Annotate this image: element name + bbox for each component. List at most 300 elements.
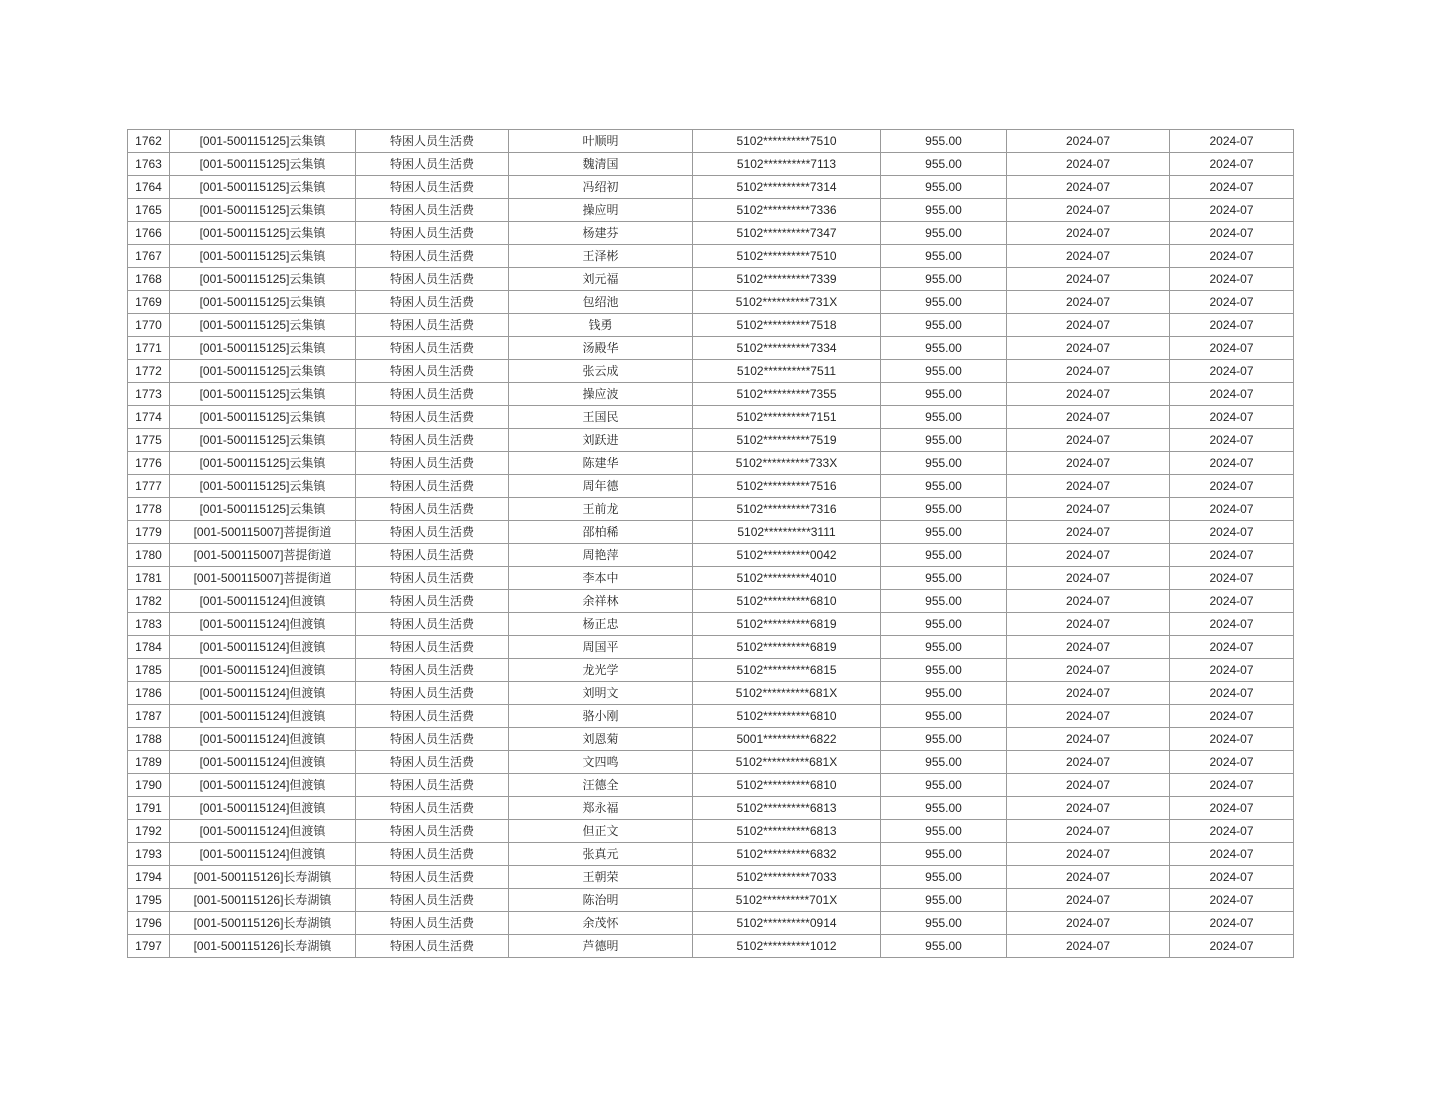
cell-amount: 955.00 [881, 866, 1007, 889]
table-row [128, 429, 1294, 452]
cell-issue-month: 2024-07 [1170, 314, 1294, 337]
table-row [128, 383, 1294, 406]
cell-pay-month: 2024-07 [1007, 337, 1170, 360]
cell-issue-month: 2024-07 [1170, 176, 1294, 199]
cell-item: 特困人员生活费 [356, 659, 509, 682]
table-row [128, 521, 1294, 544]
cell-person-name: 冯绍初 [509, 176, 693, 199]
cell-id-number: 5102**********7510 [693, 130, 881, 153]
cell-area: [001-500115125]云集镇 [170, 429, 356, 452]
cell-seq: 1783 [128, 613, 170, 636]
cell-pay-month: 2024-07 [1007, 521, 1170, 544]
cell-item: 特困人员生活费 [356, 590, 509, 613]
cell-person-name: 陈治明 [509, 889, 693, 912]
cell-issue-month: 2024-07 [1170, 199, 1294, 222]
cell-area: [001-500115125]云集镇 [170, 130, 356, 153]
cell-issue-month: 2024-07 [1170, 912, 1294, 935]
cell-amount: 955.00 [881, 498, 1007, 521]
cell-issue-month: 2024-07 [1170, 889, 1294, 912]
cell-amount: 955.00 [881, 291, 1007, 314]
cell-seq: 1779 [128, 521, 170, 544]
cell-id-number: 5102**********6810 [693, 590, 881, 613]
cell-area: [001-500115126]长寿湖镇 [170, 866, 356, 889]
cell-area: [001-500115124]但渡镇 [170, 728, 356, 751]
table-row [128, 498, 1294, 521]
cell-issue-month: 2024-07 [1170, 866, 1294, 889]
cell-amount: 955.00 [881, 751, 1007, 774]
cell-item: 特困人员生活费 [356, 728, 509, 751]
cell-area: [001-500115007]菩提街道 [170, 544, 356, 567]
table-row [128, 360, 1294, 383]
cell-person-name: 杨正忠 [509, 613, 693, 636]
cell-seq: 1764 [128, 176, 170, 199]
cell-seq: 1770 [128, 314, 170, 337]
table-row [128, 337, 1294, 360]
cell-id-number: 5102**********6819 [693, 613, 881, 636]
table-row [128, 843, 1294, 866]
table-row [128, 153, 1294, 176]
cell-seq: 1781 [128, 567, 170, 590]
cell-seq: 1792 [128, 820, 170, 843]
table-row [128, 544, 1294, 567]
cell-seq: 1768 [128, 268, 170, 291]
table-row [128, 268, 1294, 291]
cell-amount: 955.00 [881, 889, 1007, 912]
cell-area: [001-500115125]云集镇 [170, 475, 356, 498]
cell-item: 特困人员生活费 [356, 383, 509, 406]
cell-person-name: 邵柏稀 [509, 521, 693, 544]
cell-item: 特困人员生活费 [356, 245, 509, 268]
cell-pay-month: 2024-07 [1007, 383, 1170, 406]
cell-amount: 955.00 [881, 843, 1007, 866]
cell-person-name: 叶顺明 [509, 130, 693, 153]
cell-item: 特困人员生活费 [356, 797, 509, 820]
cell-amount: 955.00 [881, 636, 1007, 659]
cell-pay-month: 2024-07 [1007, 590, 1170, 613]
table-row [128, 774, 1294, 797]
cell-issue-month: 2024-07 [1170, 590, 1294, 613]
cell-id-number: 5102**********701X [693, 889, 881, 912]
cell-issue-month: 2024-07 [1170, 774, 1294, 797]
cell-area: [001-500115124]但渡镇 [170, 751, 356, 774]
cell-id-number: 5102**********6813 [693, 820, 881, 843]
cell-id-number: 5102**********7113 [693, 153, 881, 176]
cell-area: [001-500115125]云集镇 [170, 245, 356, 268]
cell-item: 特困人员生活费 [356, 774, 509, 797]
cell-pay-month: 2024-07 [1007, 314, 1170, 337]
cell-issue-month: 2024-07 [1170, 544, 1294, 567]
cell-item: 特困人员生活费 [356, 843, 509, 866]
cell-seq: 1769 [128, 291, 170, 314]
cell-person-name: 魏清国 [509, 153, 693, 176]
cell-id-number: 5102**********6810 [693, 774, 881, 797]
cell-id-number: 5102**********681X [693, 751, 881, 774]
cell-person-name: 周国平 [509, 636, 693, 659]
cell-seq: 1766 [128, 222, 170, 245]
cell-issue-month: 2024-07 [1170, 820, 1294, 843]
table-row [128, 245, 1294, 268]
cell-area: [001-500115125]云集镇 [170, 153, 356, 176]
cell-item: 特困人员生活费 [356, 452, 509, 475]
cell-seq: 1777 [128, 475, 170, 498]
cell-id-number: 5102**********0042 [693, 544, 881, 567]
cell-issue-month: 2024-07 [1170, 728, 1294, 751]
cell-person-name: 周艳萍 [509, 544, 693, 567]
payment-table [127, 129, 1294, 958]
cell-id-number: 5102**********681X [693, 682, 881, 705]
cell-seq: 1788 [128, 728, 170, 751]
cell-issue-month: 2024-07 [1170, 291, 1294, 314]
table-row [128, 889, 1294, 912]
cell-issue-month: 2024-07 [1170, 751, 1294, 774]
cell-area: [001-500115125]云集镇 [170, 222, 356, 245]
cell-person-name: 周年德 [509, 475, 693, 498]
cell-person-name: 王前龙 [509, 498, 693, 521]
cell-item: 特困人员生活费 [356, 567, 509, 590]
cell-amount: 955.00 [881, 912, 1007, 935]
cell-person-name: 刘明文 [509, 682, 693, 705]
cell-pay-month: 2024-07 [1007, 797, 1170, 820]
cell-item: 特困人员生活费 [356, 820, 509, 843]
cell-item: 特困人员生活费 [356, 751, 509, 774]
cell-area: [001-500115125]云集镇 [170, 452, 356, 475]
cell-pay-month: 2024-07 [1007, 360, 1170, 383]
cell-id-number: 5102**********1012 [693, 935, 881, 958]
cell-issue-month: 2024-07 [1170, 705, 1294, 728]
cell-amount: 955.00 [881, 935, 1007, 958]
cell-issue-month: 2024-07 [1170, 130, 1294, 153]
cell-issue-month: 2024-07 [1170, 843, 1294, 866]
cell-item: 特困人员生活费 [356, 291, 509, 314]
table-row [128, 797, 1294, 820]
cell-issue-month: 2024-07 [1170, 153, 1294, 176]
cell-amount: 955.00 [881, 705, 1007, 728]
cell-item: 特困人员生活费 [356, 866, 509, 889]
cell-issue-month: 2024-07 [1170, 498, 1294, 521]
cell-issue-month: 2024-07 [1170, 682, 1294, 705]
cell-pay-month: 2024-07 [1007, 774, 1170, 797]
cell-person-name: 王泽彬 [509, 245, 693, 268]
cell-item: 特困人员生活费 [356, 222, 509, 245]
cell-amount: 955.00 [881, 360, 1007, 383]
cell-area: [001-500115125]云集镇 [170, 176, 356, 199]
cell-seq: 1776 [128, 452, 170, 475]
cell-item: 特困人员生活费 [356, 153, 509, 176]
cell-seq: 1771 [128, 337, 170, 360]
cell-item: 特困人员生活费 [356, 268, 509, 291]
table-row [128, 935, 1294, 958]
cell-issue-month: 2024-07 [1170, 935, 1294, 958]
cell-seq: 1797 [128, 935, 170, 958]
cell-amount: 955.00 [881, 521, 1007, 544]
cell-seq: 1782 [128, 590, 170, 613]
cell-area: [001-500115126]长寿湖镇 [170, 889, 356, 912]
cell-area: [001-500115125]云集镇 [170, 268, 356, 291]
cell-pay-month: 2024-07 [1007, 498, 1170, 521]
cell-amount: 955.00 [881, 245, 1007, 268]
cell-issue-month: 2024-07 [1170, 268, 1294, 291]
cell-area: [001-500115124]但渡镇 [170, 613, 356, 636]
cell-item: 特困人员生活费 [356, 912, 509, 935]
cell-amount: 955.00 [881, 820, 1007, 843]
cell-area: [001-500115124]但渡镇 [170, 636, 356, 659]
cell-item: 特困人员生活费 [356, 360, 509, 383]
cell-person-name: 包绍池 [509, 291, 693, 314]
cell-issue-month: 2024-07 [1170, 636, 1294, 659]
cell-item: 特困人员生活费 [356, 314, 509, 337]
cell-pay-month: 2024-07 [1007, 268, 1170, 291]
cell-person-name: 王朝荣 [509, 866, 693, 889]
cell-pay-month: 2024-07 [1007, 291, 1170, 314]
cell-amount: 955.00 [881, 153, 1007, 176]
cell-pay-month: 2024-07 [1007, 245, 1170, 268]
cell-area: [001-500115125]云集镇 [170, 314, 356, 337]
cell-seq: 1789 [128, 751, 170, 774]
cell-pay-month: 2024-07 [1007, 912, 1170, 935]
cell-pay-month: 2024-07 [1007, 406, 1170, 429]
table-row [128, 751, 1294, 774]
cell-id-number: 5102**********3111 [693, 521, 881, 544]
cell-area: [001-500115007]菩提街道 [170, 521, 356, 544]
table-row [128, 406, 1294, 429]
table-body [128, 130, 1294, 958]
cell-amount: 955.00 [881, 268, 1007, 291]
cell-person-name: 钱勇 [509, 314, 693, 337]
cell-area: [001-500115124]但渡镇 [170, 843, 356, 866]
table-row [128, 820, 1294, 843]
cell-id-number: 5102**********6813 [693, 797, 881, 820]
cell-person-name: 操应明 [509, 199, 693, 222]
cell-pay-month: 2024-07 [1007, 659, 1170, 682]
cell-seq: 1796 [128, 912, 170, 935]
cell-pay-month: 2024-07 [1007, 889, 1170, 912]
table-row [128, 590, 1294, 613]
table-row [128, 613, 1294, 636]
cell-area: [001-500115124]但渡镇 [170, 797, 356, 820]
cell-area: [001-500115124]但渡镇 [170, 682, 356, 705]
cell-pay-month: 2024-07 [1007, 843, 1170, 866]
cell-amount: 955.00 [881, 337, 1007, 360]
cell-amount: 955.00 [881, 659, 1007, 682]
cell-person-name: 操应波 [509, 383, 693, 406]
cell-seq: 1785 [128, 659, 170, 682]
cell-person-name: 张云成 [509, 360, 693, 383]
cell-amount: 955.00 [881, 544, 1007, 567]
cell-issue-month: 2024-07 [1170, 797, 1294, 820]
cell-person-name: 余祥林 [509, 590, 693, 613]
cell-person-name: 但正文 [509, 820, 693, 843]
cell-amount: 955.00 [881, 452, 1007, 475]
table-row [128, 705, 1294, 728]
cell-area: [001-500115124]但渡镇 [170, 774, 356, 797]
cell-item: 特困人员生活费 [356, 176, 509, 199]
cell-area: [001-500115125]云集镇 [170, 291, 356, 314]
cell-issue-month: 2024-07 [1170, 659, 1294, 682]
cell-amount: 955.00 [881, 475, 1007, 498]
cell-person-name: 郑永福 [509, 797, 693, 820]
cell-pay-month: 2024-07 [1007, 682, 1170, 705]
cell-seq: 1786 [128, 682, 170, 705]
table-row [128, 314, 1294, 337]
cell-seq: 1762 [128, 130, 170, 153]
cell-area: [001-500115124]但渡镇 [170, 590, 356, 613]
table-row [128, 291, 1294, 314]
cell-item: 特困人员生活费 [356, 705, 509, 728]
cell-amount: 955.00 [881, 590, 1007, 613]
cell-area: [001-500115125]云集镇 [170, 337, 356, 360]
cell-area: [001-500115124]但渡镇 [170, 820, 356, 843]
cell-person-name: 刘元福 [509, 268, 693, 291]
cell-item: 特困人员生活费 [356, 475, 509, 498]
cell-item: 特困人员生活费 [356, 544, 509, 567]
cell-id-number: 5102**********6815 [693, 659, 881, 682]
cell-pay-month: 2024-07 [1007, 567, 1170, 590]
cell-pay-month: 2024-07 [1007, 130, 1170, 153]
cell-person-name: 刘恩菊 [509, 728, 693, 751]
cell-issue-month: 2024-07 [1170, 360, 1294, 383]
cell-seq: 1775 [128, 429, 170, 452]
cell-id-number: 5102**********7151 [693, 406, 881, 429]
cell-seq: 1763 [128, 153, 170, 176]
cell-amount: 955.00 [881, 130, 1007, 153]
cell-pay-month: 2024-07 [1007, 452, 1170, 475]
cell-issue-month: 2024-07 [1170, 475, 1294, 498]
cell-seq: 1778 [128, 498, 170, 521]
cell-pay-month: 2024-07 [1007, 429, 1170, 452]
cell-item: 特困人员生活费 [356, 521, 509, 544]
cell-pay-month: 2024-07 [1007, 866, 1170, 889]
cell-id-number: 5102**********6810 [693, 705, 881, 728]
cell-id-number: 5102**********6832 [693, 843, 881, 866]
cell-id-number: 5102**********7516 [693, 475, 881, 498]
cell-area: [001-500115125]云集镇 [170, 383, 356, 406]
cell-amount: 955.00 [881, 314, 1007, 337]
cell-seq: 1772 [128, 360, 170, 383]
cell-amount: 955.00 [881, 613, 1007, 636]
cell-item: 特困人员生活费 [356, 406, 509, 429]
table-row [128, 728, 1294, 751]
cell-amount: 955.00 [881, 383, 1007, 406]
cell-pay-month: 2024-07 [1007, 544, 1170, 567]
cell-id-number: 5102**********7518 [693, 314, 881, 337]
cell-id-number: 5102**********731X [693, 291, 881, 314]
cell-pay-month: 2024-07 [1007, 636, 1170, 659]
cell-area: [001-500115125]云集镇 [170, 360, 356, 383]
cell-id-number: 5102**********7519 [693, 429, 881, 452]
cell-item: 特困人员生活费 [356, 889, 509, 912]
cell-item: 特困人员生活费 [356, 613, 509, 636]
cell-item: 特困人员生活费 [356, 130, 509, 153]
cell-id-number: 5102**********7314 [693, 176, 881, 199]
cell-issue-month: 2024-07 [1170, 567, 1294, 590]
cell-area: [001-500115125]云集镇 [170, 406, 356, 429]
cell-area: [001-500115126]长寿湖镇 [170, 935, 356, 958]
cell-person-name: 刘跃进 [509, 429, 693, 452]
cell-pay-month: 2024-07 [1007, 728, 1170, 751]
cell-person-name: 龙光学 [509, 659, 693, 682]
cell-seq: 1780 [128, 544, 170, 567]
cell-pay-month: 2024-07 [1007, 613, 1170, 636]
cell-person-name: 汪德全 [509, 774, 693, 797]
cell-amount: 955.00 [881, 199, 1007, 222]
table-row [128, 912, 1294, 935]
table-row [128, 452, 1294, 475]
cell-id-number: 5102**********7347 [693, 222, 881, 245]
cell-amount: 955.00 [881, 682, 1007, 705]
cell-person-name: 陈建华 [509, 452, 693, 475]
cell-seq: 1787 [128, 705, 170, 728]
cell-person-name: 芦德明 [509, 935, 693, 958]
cell-issue-month: 2024-07 [1170, 383, 1294, 406]
cell-issue-month: 2024-07 [1170, 613, 1294, 636]
cell-issue-month: 2024-07 [1170, 429, 1294, 452]
cell-id-number: 5102**********4010 [693, 567, 881, 590]
cell-pay-month: 2024-07 [1007, 475, 1170, 498]
cell-item: 特困人员生活费 [356, 498, 509, 521]
cell-area: [001-500115007]菩提街道 [170, 567, 356, 590]
table-row [128, 199, 1294, 222]
cell-item: 特困人员生活费 [356, 337, 509, 360]
cell-issue-month: 2024-07 [1170, 222, 1294, 245]
cell-seq: 1784 [128, 636, 170, 659]
cell-id-number: 5102**********7355 [693, 383, 881, 406]
cell-pay-month: 2024-07 [1007, 820, 1170, 843]
cell-amount: 955.00 [881, 176, 1007, 199]
cell-id-number: 5102**********7339 [693, 268, 881, 291]
cell-id-number: 5102**********733X [693, 452, 881, 475]
cell-id-number: 5102**********7316 [693, 498, 881, 521]
cell-id-number: 5102**********7511 [693, 360, 881, 383]
cell-person-name: 汤殿华 [509, 337, 693, 360]
cell-pay-month: 2024-07 [1007, 153, 1170, 176]
cell-amount: 955.00 [881, 222, 1007, 245]
cell-pay-month: 2024-07 [1007, 222, 1170, 245]
table-row [128, 659, 1294, 682]
table-row [128, 130, 1294, 153]
cell-issue-month: 2024-07 [1170, 406, 1294, 429]
cell-area: [001-500115126]长寿湖镇 [170, 912, 356, 935]
cell-person-name: 王国民 [509, 406, 693, 429]
cell-person-name: 骆小刚 [509, 705, 693, 728]
table-row [128, 866, 1294, 889]
table-row [128, 176, 1294, 199]
cell-area: [001-500115125]云集镇 [170, 199, 356, 222]
cell-seq: 1774 [128, 406, 170, 429]
cell-seq: 1791 [128, 797, 170, 820]
cell-seq: 1765 [128, 199, 170, 222]
cell-seq: 1767 [128, 245, 170, 268]
cell-pay-month: 2024-07 [1007, 199, 1170, 222]
cell-amount: 955.00 [881, 406, 1007, 429]
cell-pay-month: 2024-07 [1007, 935, 1170, 958]
table-row [128, 636, 1294, 659]
table-row [128, 682, 1294, 705]
cell-id-number: 5102**********7334 [693, 337, 881, 360]
cell-amount: 955.00 [881, 567, 1007, 590]
cell-item: 特困人员生活费 [356, 429, 509, 452]
cell-area: [001-500115124]但渡镇 [170, 705, 356, 728]
cell-seq: 1793 [128, 843, 170, 866]
cell-id-number: 5102**********6819 [693, 636, 881, 659]
cell-item: 特困人员生活费 [356, 636, 509, 659]
table-row [128, 475, 1294, 498]
cell-seq: 1794 [128, 866, 170, 889]
cell-issue-month: 2024-07 [1170, 337, 1294, 360]
cell-id-number: 5102**********7510 [693, 245, 881, 268]
table-row [128, 567, 1294, 590]
cell-seq: 1790 [128, 774, 170, 797]
cell-id-number: 5102**********0914 [693, 912, 881, 935]
